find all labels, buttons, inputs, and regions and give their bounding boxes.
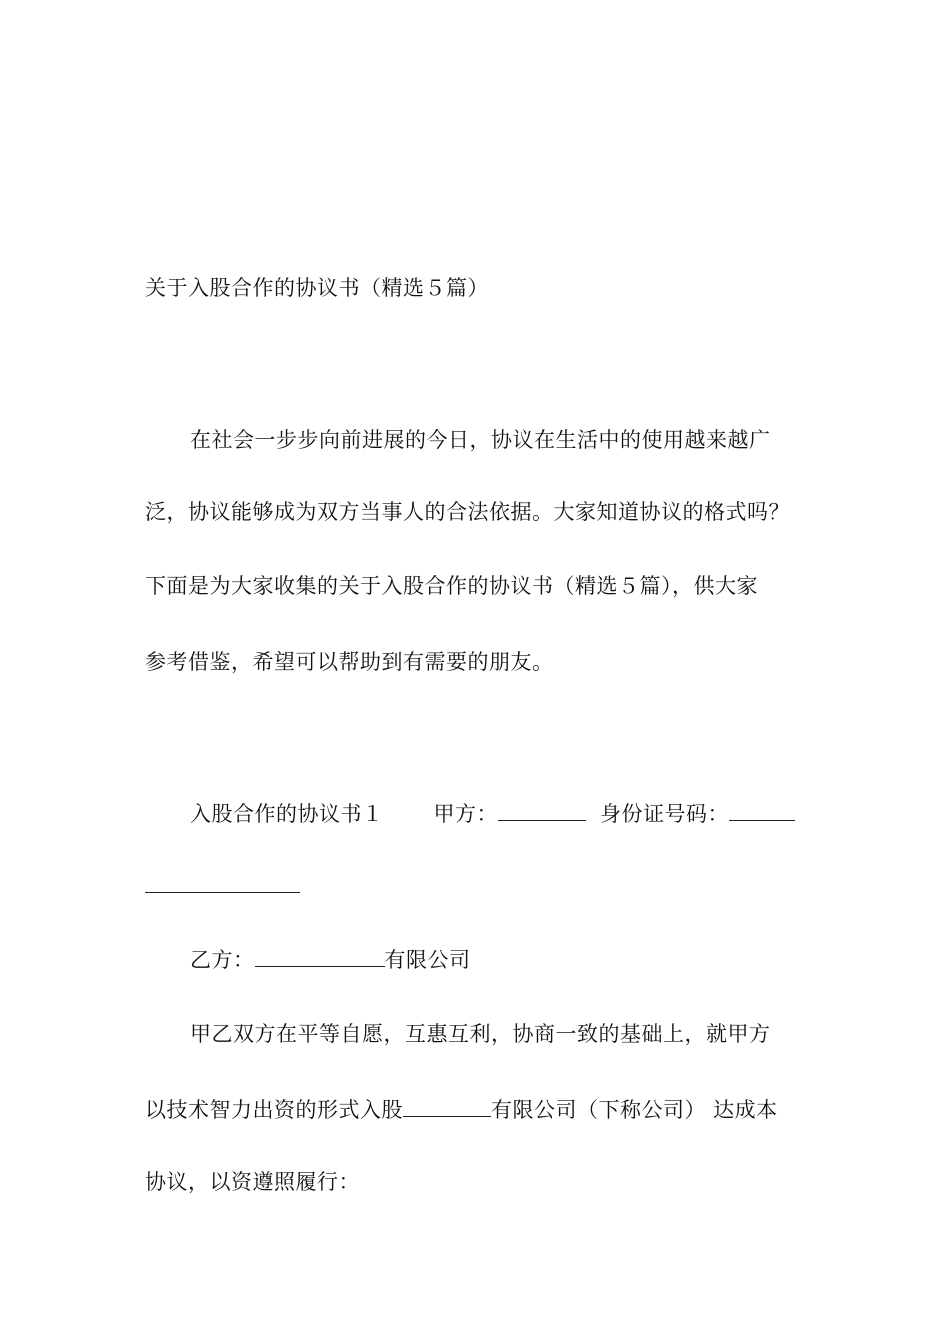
company-blank <box>403 1098 491 1117</box>
agreement-body-line-3: 协议，以资遵照履行： <box>145 1170 360 1194</box>
body-line-2-prefix: 以技术智力出资的形式入股 <box>145 1098 403 1122</box>
agreement-heading: 入股合作的协议书１ <box>190 802 384 826</box>
intro-line-3: 下面是为大家收集的关于入股合作的协议书（精选５篇），供大家 <box>145 574 758 598</box>
document-title: 关于入股合作的协议书（精选５篇） <box>145 276 489 300</box>
party-b-suffix: 有限公司 <box>384 948 471 972</box>
agreement-1-header-line <box>190 800 795 828</box>
party-b-label: 乙方： <box>190 948 255 972</box>
intro-line-2: 泛，协议能够成为双方当事人的合法依据。大家知道协议的格式吗？ <box>145 500 790 524</box>
intro-line-1: 在社会一步步向前进展的今日，协议在生活中的使用越来越广 <box>190 428 771 452</box>
party-b-blank <box>255 948 385 967</box>
party-a-blank <box>498 802 586 821</box>
intro-line-4: 参考借鉴，希望可以帮助到有需要的朋友。 <box>145 650 554 674</box>
id-number-label: 身份证号码： <box>600 802 729 826</box>
id-number-blank <box>729 802 795 821</box>
agreement-body-line-1: 甲乙双方在平等自愿，互惠互利，协商一致的基础上，就甲方 <box>190 1022 771 1046</box>
agreement-body-line-2 <box>145 1096 778 1124</box>
party-a-label: 甲方： <box>433 802 498 826</box>
party-b-line <box>190 946 471 974</box>
body-line-2-suffix: 有限公司（下称公司） 达成本 <box>491 1098 778 1122</box>
id-number-blank-continued-line <box>145 872 300 900</box>
id-number-blank-continued <box>145 874 300 893</box>
